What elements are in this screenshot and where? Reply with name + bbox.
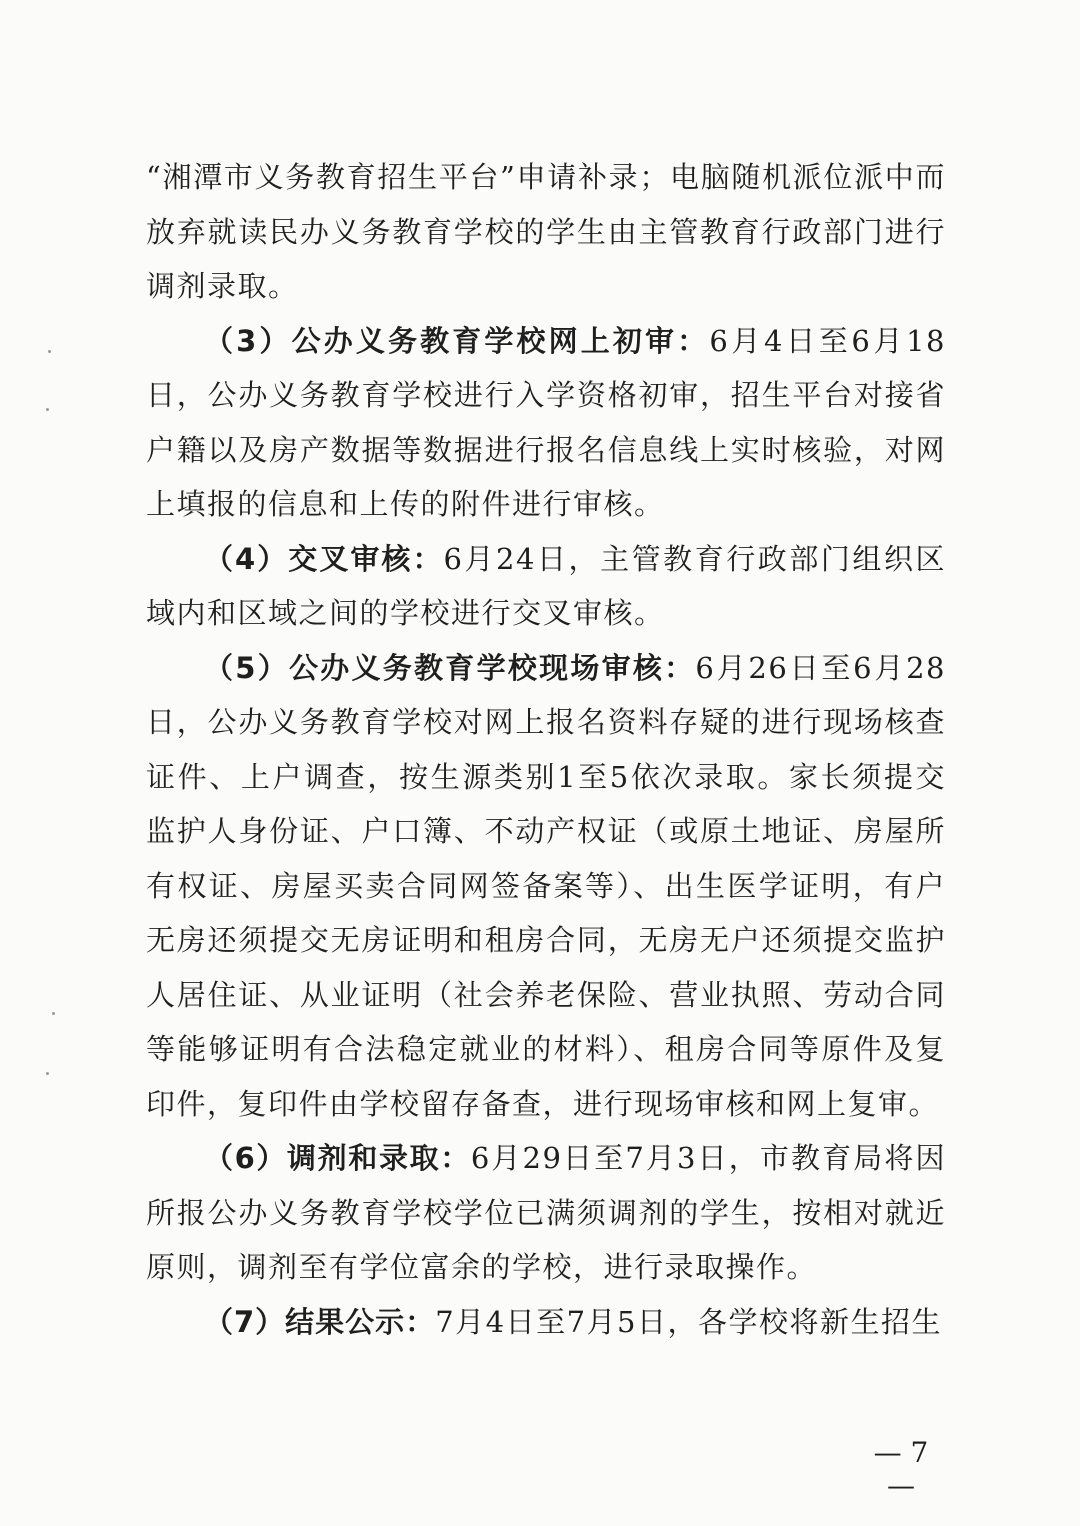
paragraph-heading: （3）公办义务教育学校网上初审： <box>204 323 710 358</box>
paragraph-heading: （7）结果公示： <box>204 1304 436 1339</box>
paragraph-item-7 <box>146 1295 946 1350</box>
scan-speck <box>46 1072 49 1075</box>
paragraph-item-3 <box>146 314 946 532</box>
paragraph-text: “湘潭市义务教育招生平台”申请补录；电脑随机派位派中而放弃就读民办义务教育学校的学生由主管教育行政部门进行调剂录取。 <box>146 160 946 303</box>
paragraph-item-6 <box>146 1131 946 1295</box>
paragraph-heading: （4）交叉审核： <box>204 541 444 576</box>
paragraph-item-4 <box>146 532 946 641</box>
paragraph-item-5 <box>146 641 946 1132</box>
page-number: — 7 — <box>873 1436 929 1502</box>
document-body <box>146 150 946 1349</box>
paragraph-text: 7月4日至7月5日，各学校将新生招生 <box>435 1304 942 1339</box>
paragraph-text: 6月4日至6月18日，公办义务教育学校进行入学资格初审，招生平台对接省户籍以及房产数据等数据进行报名信息线上实时核验，对网上填报的信息和上传的附件进行审核。 <box>146 323 946 521</box>
paragraph-heading: （6）调剂和录取： <box>204 1141 471 1175</box>
paragraph-continuation <box>146 150 946 314</box>
paragraph-text: 6月29日至7月3日，市教育局将因所报公办义务教育学校学位已满须调剂的学生，按相对就近原则，调剂至有学位富余的学校，进行录取操作。 <box>146 1141 946 1284</box>
paragraph-heading: （5）公办义务教育学校现场审核： <box>204 650 696 685</box>
scan-speck <box>48 350 51 353</box>
paragraph-text: 6月24日，主管教育行政部门组织区域内和区域之间的学校进行交叉审核。 <box>146 541 946 630</box>
scan-speck <box>46 408 49 411</box>
paragraph-text: 6月26日至6月28日，公办义务教育学校对网上报名资料存疑的进行现场核查证件、上户调查，按生源类别1至5依次录取。家长须提交监护人身份证、户口簿、不动产权证（或原土地证、房屋所有权证、房屋买卖合同网签备案等）、出生医学证明，有户无房还须提交无房证明和租房合同，无房无户还须提交监护人居住证、从业证明（社会养老保险、营业执照、劳动合同等能够证明有合法稳定就业的材料）、租房合同等原件及复印件，复印件由学校留存备查，进行现场审核和网上复审。 <box>146 650 946 1121</box>
scan-speck <box>52 1012 55 1015</box>
